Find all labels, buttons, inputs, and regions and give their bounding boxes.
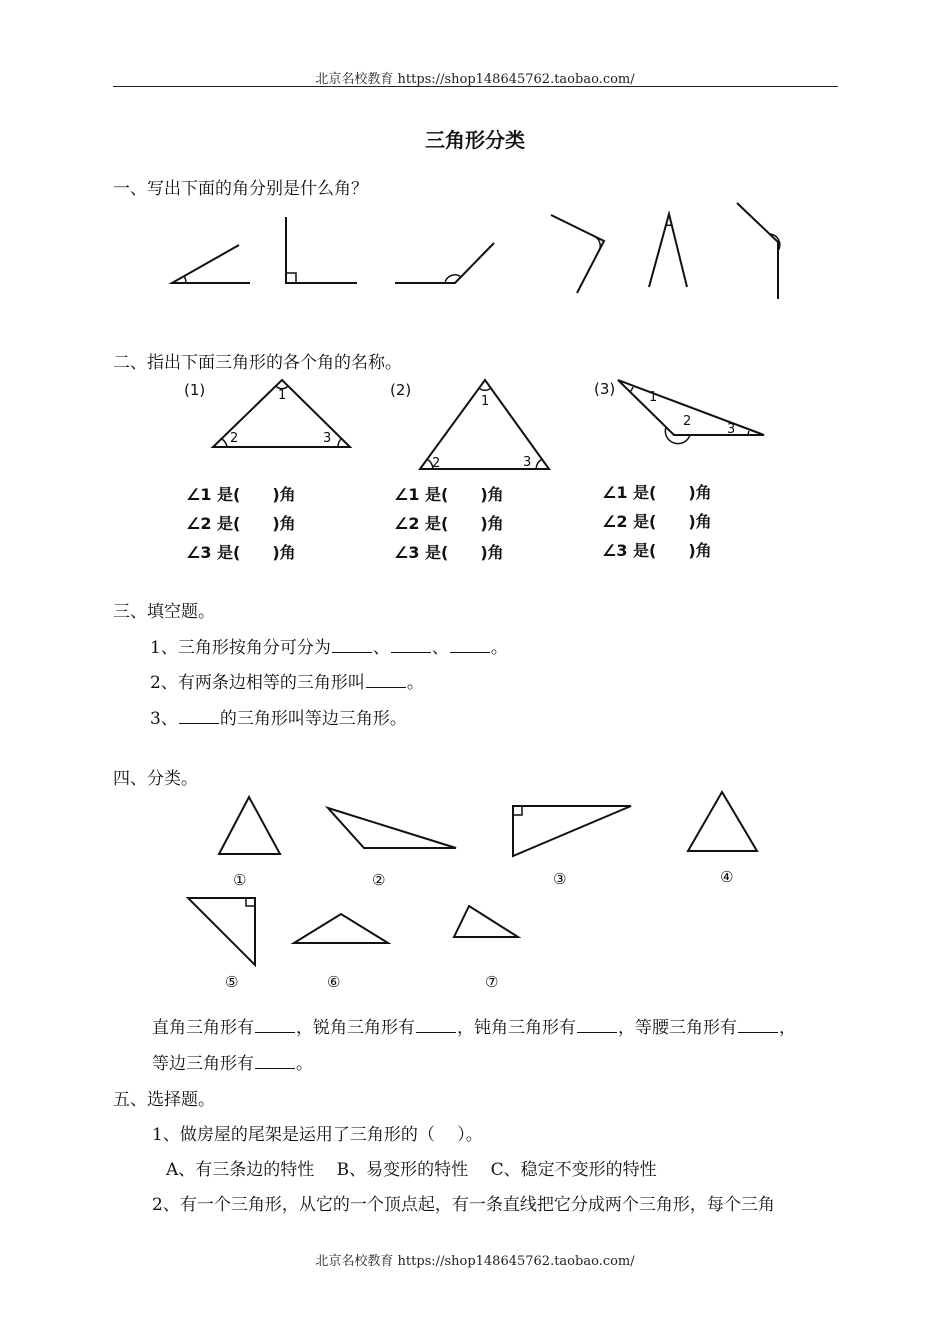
shape-label-6: ⑥: [327, 973, 341, 991]
shape-2: [328, 808, 456, 848]
t1-angle1-number: 1: [278, 388, 287, 403]
t1-angle3-number: 3: [323, 431, 332, 446]
right-triangle-label: 直角三角形有: [152, 1018, 254, 1038]
shape-label-5: ⑤: [225, 973, 239, 991]
q2-end: 。: [406, 673, 424, 693]
t1-row3: ∠3 是( )角: [186, 543, 296, 562]
line1-end: ，: [779, 1018, 796, 1038]
t2-row3: ∠3 是( )角: [394, 543, 504, 562]
t2-angle3-number: 3: [523, 455, 532, 470]
t1-row2: ∠2 是( )角: [186, 514, 296, 533]
q1-end: 。: [490, 638, 508, 658]
t2-row1: ∠1 是( )角: [394, 485, 504, 504]
right-triangle-blank[interactable]: [255, 1016, 295, 1033]
acute-triangle-blank[interactable]: [416, 1016, 456, 1033]
section5-heading: 五、选择题。: [113, 1090, 215, 1110]
shape-label-4: ④: [720, 868, 734, 886]
triangle-label-3: (3): [594, 380, 616, 398]
shape-label-7: ⑦: [485, 973, 499, 991]
classify-answer-line-1: [152, 1013, 796, 1038]
section2-heading: 二、指出下面三角形的各个角的名称。: [113, 353, 402, 373]
q1-sep-1: 、: [372, 638, 390, 658]
q1-text: 1、三角形按角分可分为: [150, 638, 331, 658]
t1-angle2-number: 2: [230, 431, 239, 446]
choice-question-1-options: A、有三条边的特性 B、易变形的特性 C、稳定不变形的特性: [166, 1160, 657, 1180]
t2-angle2-number: 2: [432, 456, 441, 471]
t3-row2: ∠2 是( )角: [602, 512, 712, 531]
page-title: 三角形分类: [425, 128, 525, 152]
section4-heading: 四、分类。: [113, 769, 198, 789]
q1-sep-2: 、: [431, 638, 449, 658]
choice-question-1: 1、做房屋的尾架是运用了三角形的（ ）。: [152, 1125, 483, 1145]
t2-row2: ∠2 是( )角: [394, 514, 504, 533]
obtuse-triangle-label: ，钝角三角形有: [457, 1018, 576, 1038]
shape-label-3: ③: [553, 870, 567, 888]
triangle-label-2: (2): [390, 381, 412, 399]
shape-7: [454, 906, 518, 937]
isosceles-triangle-blank[interactable]: [738, 1016, 778, 1033]
t3-angle1-number: 1: [649, 390, 658, 405]
section3-heading: 三、填空题。: [113, 602, 215, 622]
shape-5: [188, 898, 255, 965]
acute-triangle-label: ，锐角三角形有: [296, 1018, 415, 1038]
classify-answer-line-2: [152, 1049, 313, 1074]
shape-4: [688, 792, 757, 851]
obtuse-triangle-blank[interactable]: [577, 1016, 617, 1033]
t3-angle2-number: 2: [683, 414, 692, 429]
shape-3: [513, 806, 631, 856]
t2-angle1-number: 1: [481, 394, 490, 409]
section1-heading: 一、写出下面的角分别是什么角？: [113, 179, 368, 199]
shape-1: [219, 797, 280, 854]
line2-end: 。: [296, 1054, 313, 1074]
triangle-label-1: (1): [184, 381, 206, 399]
page-header: 北京名校教育 https://shop148645762.taobao.com/: [315, 72, 635, 87]
q2-text: 2、有两条边相等的三角形叫: [150, 673, 365, 693]
shape-6: [294, 914, 388, 943]
choice-question-2: 2、有一个三角形，从它的一个顶点起，有一条直线把它分成两个三角形，每个三角: [152, 1195, 775, 1215]
isosceles-triangle-label: ，等腰三角形有: [618, 1018, 737, 1038]
equilateral-triangle-blank[interactable]: [255, 1052, 295, 1069]
q3-suffix: 的三角形叫等边三角形。: [219, 709, 407, 729]
page-footer: 北京名校教育 https://shop148645762.taobao.com/: [315, 1254, 635, 1269]
shape-label-2: ②: [372, 871, 386, 889]
t3-row3: ∠3 是( )角: [602, 541, 712, 560]
equilateral-triangle-label: 等边三角形有: [152, 1054, 254, 1074]
t3-angle3-number: 3: [727, 422, 736, 437]
t3-row1: ∠1 是( )角: [602, 483, 712, 502]
q3-text: 3、: [150, 709, 178, 729]
shape-label-1: ①: [233, 871, 247, 889]
t1-row1: ∠1 是( )角: [186, 485, 296, 504]
